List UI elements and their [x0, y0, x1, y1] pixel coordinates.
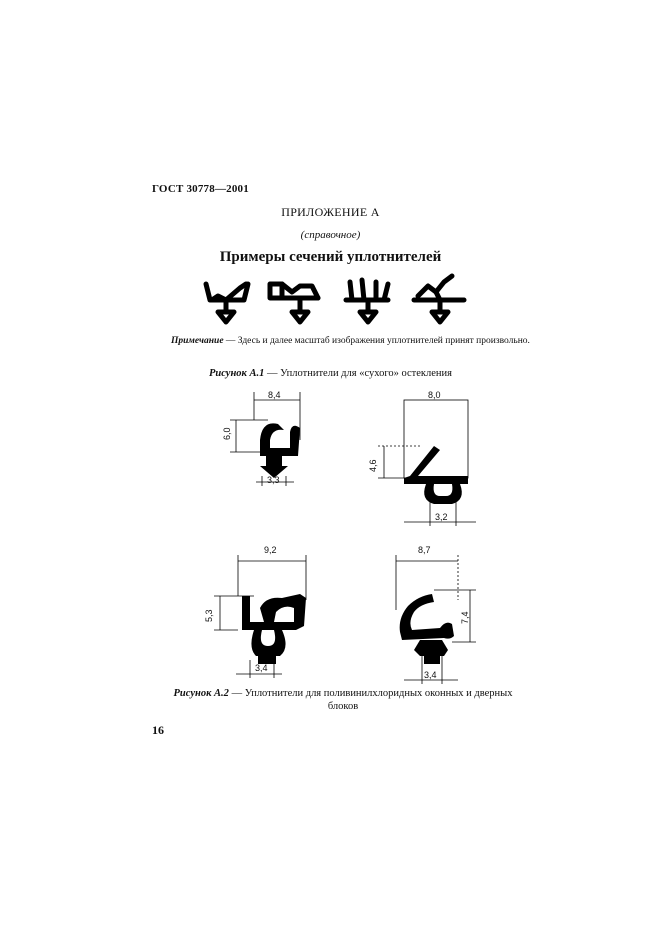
seal-section-3 [346, 280, 388, 322]
figure-a2-text: — Уплотнители для поливинилхлоридных оконных и дверных блоков [228, 688, 513, 712]
seal-drawing-d2 [378, 400, 476, 526]
dimension-d3-height: 5,3 [204, 609, 214, 622]
dimension-d4-width: 8,7 [418, 545, 431, 555]
appendix-subtitle: (справочное) [300, 229, 361, 241]
dimension-d4-height: 7,4 [460, 611, 470, 624]
seal-drawing-d1 [230, 392, 300, 486]
document-header: ГОСТ 30778—2001 [152, 183, 249, 195]
figure-a1-text: — Уплотнители для «сухого» остекления [264, 368, 453, 379]
note-label: Примечание [171, 336, 224, 346]
note-text: — Здесь и далее масштаб изображения уплотнителей принят произвольно. [223, 336, 530, 346]
seal-section-4 [414, 276, 464, 322]
dimension-d1-width: 8,4 [268, 390, 281, 400]
dimension-d4-base: 3,4 [424, 670, 437, 680]
dimension-d3-width: 9,2 [264, 545, 277, 555]
figure-a2-label: Рисунок А.2 [173, 688, 229, 699]
page-number: 16 [152, 723, 164, 737]
figure-a1-caption [0, 368, 661, 379]
dimension-d3-base: 3,4 [255, 663, 268, 673]
section-heading: Примеры сечений уплотнителей [219, 249, 442, 265]
dimension-d2-height: 4,6 [368, 459, 378, 472]
dimension-d2-width: 8,0 [428, 390, 441, 400]
figure-a1-label: Рисунок А.1 [208, 368, 265, 379]
dimension-d2-base: 3,2 [435, 512, 448, 522]
dimension-d1-height: 6,0 [222, 427, 232, 440]
appendix-title: ПРИЛОЖЕНИЕ А [281, 205, 380, 219]
dimension-d1-base: 3,3 [267, 475, 280, 485]
note-paragraph [171, 335, 531, 348]
seal-drawing-d3 [214, 555, 306, 678]
seal-section-2 [270, 284, 318, 322]
figure-a2-caption [158, 687, 528, 713]
seal-section-1 [206, 284, 248, 322]
